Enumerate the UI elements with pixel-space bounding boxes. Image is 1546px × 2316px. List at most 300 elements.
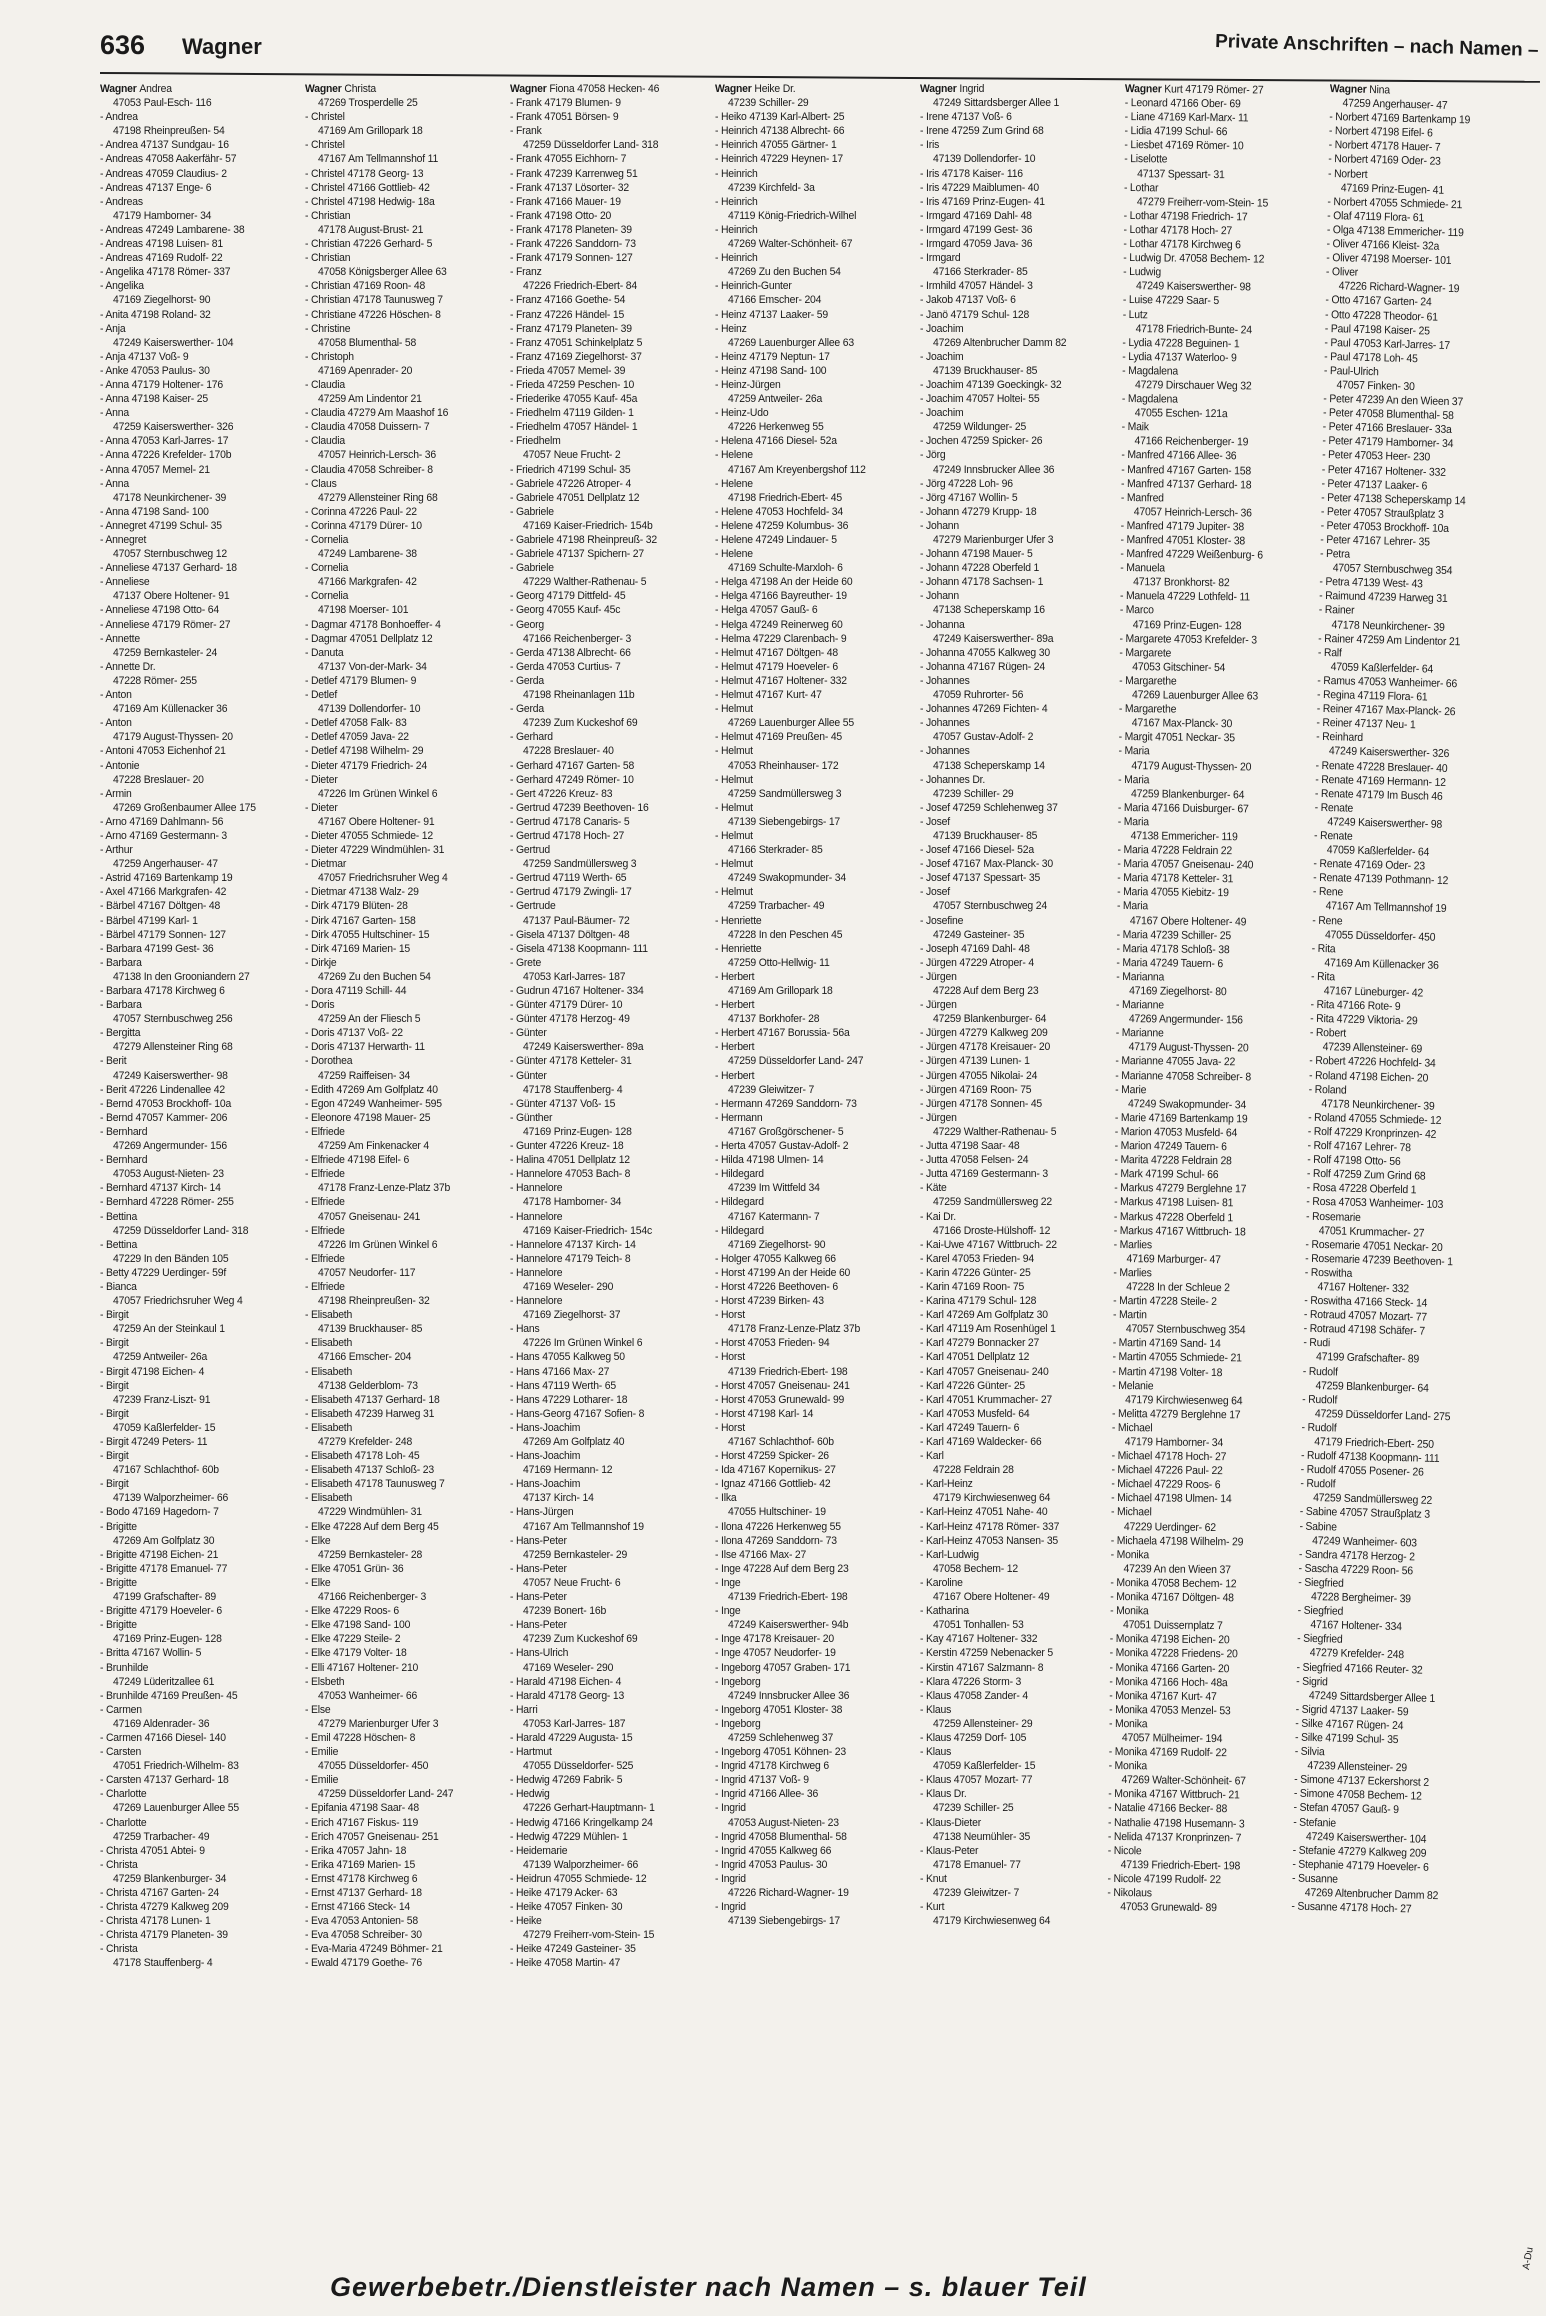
directory-entry: 47249 Swakopmunder- 34 — [728, 872, 846, 885]
directory-entry: - Lutz — [1122, 308, 1148, 321]
directory-entry: 47239 Kirchfeld- 3a — [728, 181, 815, 194]
directory-entry: - Monika — [1110, 1605, 1149, 1618]
directory-entry: - Ingrid 47053 Paulus- 30 — [715, 1858, 828, 1871]
directory-entry: - Helga 47198 An der Heide 60 — [715, 576, 853, 589]
directory-entry: - Karl 47053 Musfeld- 64 — [920, 1407, 1030, 1420]
directory-entry: - Eleonore 47198 Mauer- 25 — [305, 1111, 431, 1124]
directory-entry: 47199 Grafschafter- 89 — [1315, 1351, 1420, 1366]
directory-entry: 47259 Düsseldorfer Land- 275 — [1314, 1407, 1451, 1424]
directory-entry: 47057 Sternbuschweg 24 — [933, 900, 1047, 913]
directory-entry: - Johannes 47269 Fichten- 4 — [920, 703, 1048, 716]
directory-entry: 47166 Reichenberger- 3 — [318, 1591, 427, 1604]
directory-entry: - Angelika — [100, 280, 144, 293]
directory-entry: - Rosa 47228 Oberfeld 1 — [1306, 1182, 1417, 1197]
directory-entry: - Hans 47229 Lotharer- 18 — [510, 1393, 628, 1406]
directory-entry: 47259 Düsseldorfer Land- 318 — [113, 1224, 249, 1237]
directory-entry: - Renate — [1313, 829, 1353, 843]
directory-entry: - Siegfried — [1298, 1576, 1344, 1590]
column-heading-surname: Wagner — [715, 83, 755, 95]
directory-entry: - Inge — [715, 1576, 741, 1589]
directory-entry: - Elfriede — [305, 1125, 345, 1138]
directory-entry: - Elisabeth — [305, 1421, 353, 1434]
directory-entry: - Brigitte — [100, 1520, 137, 1533]
directory-entry: - Josef — [920, 886, 950, 899]
directory-entry: 47139 Bruckhauser- 85 — [933, 829, 1038, 842]
directory-entry: 47169 Am Küllenacker 36 — [113, 703, 228, 716]
directory-entry: - Lothar 47178 Hoch- 27 — [1123, 223, 1233, 238]
directory-entry: 47167 Großgörschener- 5 — [728, 1125, 844, 1138]
directory-entry: - Helena 47166 Diesel- 52a — [715, 435, 837, 448]
directory-entry: - Rainer — [1318, 604, 1355, 618]
directory-entry: - Arno 47169 Gestermann- 3 — [100, 829, 228, 842]
directory-entry: 47259 Schlehenweg 37 — [728, 1731, 834, 1744]
directory-entry: - Monika 47167 Wittbruch- 21 — [1108, 1788, 1240, 1802]
directory-entry: 47239 Franz-Liszt- 91 — [113, 1393, 211, 1406]
directory-entry: - Gabriele 47198 Rheinpreuß- 32 — [510, 534, 657, 546]
directory-entry: - Epifania 47198 Saar- 48 — [305, 1802, 419, 1815]
directory-entry: 47259 Allensteiner- 29 — [933, 1717, 1033, 1730]
directory-entry: 47057 Mülheimer- 194 — [1121, 1732, 1223, 1746]
directory-entry: - Ingeborg 47057 Graben- 171 — [715, 1661, 851, 1674]
column-heading-firstname: Andrea — [139, 83, 172, 95]
directory-entry: 47057 Friedrichsruher Weg 4 — [113, 1295, 243, 1308]
directory-entry: - Manfred 47229 Weißenburg- 6 — [1120, 548, 1263, 562]
directory-entry: - Olga 47138 Emmericher- 119 — [1326, 223, 1464, 240]
directory-entry: - Horst 47239 Birken- 43 — [715, 1295, 824, 1308]
directory-entry: - Rudolf — [1300, 1477, 1336, 1491]
directory-entry: - Marianne — [1115, 1027, 1164, 1040]
directory-entry: - Hedwig 47166 Kringelkamp 24 — [510, 1816, 653, 1829]
directory-entry: 47053 August-Nieten- 23 — [113, 1168, 224, 1181]
directory-entry: 47259 Otto-Hellwig- 11 — [728, 956, 830, 969]
directory-entry: - Claudia 47279 Am Maashof 16 — [305, 407, 449, 420]
directory-entry: - Elke 47051 Grün- 36 — [305, 1562, 404, 1575]
directory-entry: - Rudolf 47055 Posener- 26 — [1300, 1463, 1424, 1479]
directory-entry: - Elisabeth — [305, 1365, 353, 1378]
directory-entry: - Iris 47169 Prinz-Eugen- 41 — [920, 195, 1045, 208]
directory-entry: 47198 Rheinanlagen 11b — [523, 689, 635, 702]
directory-entry: - Monika 47167 Kurt- 47 — [1109, 1689, 1217, 1703]
directory-entry: 47198 Rheinpreußen- 32 — [318, 1295, 430, 1308]
directory-entry: 47053 Wanheimer- 66 — [318, 1689, 418, 1702]
directory-entry: 47167 Lüneburger- 42 — [1323, 985, 1424, 1000]
directory-entry: 47249 Innsbrucker Allee 36 — [728, 1689, 850, 1702]
directory-entry: - Helmut 47167 Kurt- 47 — [715, 689, 822, 702]
directory-entry: - Herta 47057 Gustav-Adolf- 2 — [715, 1140, 849, 1153]
directory-entry: - Monika — [1108, 1717, 1148, 1731]
directory-entry: 47179 Friedrich-Ebert- 250 — [1314, 1435, 1434, 1451]
directory-entry: - Christian 47226 Gerhard- 5 — [305, 238, 433, 251]
directory-entry: 47228 In der Schleue 2 — [1126, 1281, 1230, 1295]
directory-entry: - Heinrich — [715, 223, 758, 236]
directory-entry: 47259 Antweiler- 26a — [728, 393, 823, 406]
directory-entry: - Günter — [510, 1069, 547, 1082]
directory-entry: - Marion 47053 Musfeld- 64 — [1114, 1125, 1238, 1140]
directory-entry: - Liesbet 47169 Römer- 10 — [1124, 139, 1244, 153]
directory-entry: - Johanna — [920, 618, 965, 631]
directory-entry: - Bernhard — [100, 1125, 148, 1138]
directory-entry: 47178 Franz-Lenze-Platz 37b — [318, 1182, 451, 1195]
directory-entry: - Helmut 47167 Döltgen- 48 — [715, 646, 838, 659]
directory-entry: 47198 Friedrich-Ebert- 45 — [728, 491, 842, 504]
directory-entry: - Henriette — [715, 914, 762, 927]
directory-entry: 47239 Zum Kuckeshof 69 — [523, 1633, 638, 1646]
directory-entry: - Leonard 47166 Ober- 69 — [1124, 97, 1241, 111]
directory-entry: - Dagmar 47051 Dellplatz 12 — [305, 632, 433, 645]
directory-entry: - Brunhilde 47169 Preußen- 45 — [100, 1689, 238, 1702]
directory-entry: - Paul 47198 Kaiser- 25 — [1324, 322, 1430, 338]
directory-entry: - Birgit 47198 Eichen- 4 — [100, 1365, 205, 1378]
directory-entry: - Barbara 47178 Kirchweg 6 — [100, 985, 225, 997]
directory-entry: 47249 Gasteiner- 35 — [933, 928, 1025, 941]
directory-entry: 47259 Wildunger- 25 — [933, 421, 1027, 434]
directory-entry: 47279 Freiherr-vom-Stein- 15 — [1136, 195, 1269, 210]
directory-entry: - Mark 47199 Schul- 66 — [1114, 1168, 1219, 1182]
directory-entry: - Ingeborg — [715, 1717, 761, 1730]
directory-entry: - Dagmar 47178 Bonhoeffer- 4 — [305, 618, 441, 631]
directory-entry: 47167 Holtener- 332 — [1317, 1280, 1410, 1296]
directory-entry: - Heidrun 47055 Schmiede- 12 — [510, 1872, 647, 1885]
column-heading — [510, 82, 693, 96]
directory-entry: - Frieda 47057 Memel- 39 — [510, 364, 626, 377]
directory-entry: - Susanne 47178 Hoch- 27 — [1291, 1900, 1412, 1916]
directory-entry: 47139 Walporzheimer- 66 — [523, 1858, 639, 1871]
directory-entry: - Peter 47057 Straußplatz 3 — [1320, 505, 1444, 521]
directory-entry: 47057 Sternbuschweg 12 — [113, 548, 227, 561]
directory-entry: - Stefanie 47279 Kalkweg 209 — [1292, 1844, 1427, 1860]
directory-entry: - Joachim — [920, 407, 964, 420]
directory-entry: - Detlef 47059 Java- 22 — [305, 731, 409, 744]
directory-entry: - Anna 47179 Holtener- 176 — [100, 378, 224, 391]
directory-entry: - Gertrud 47119 Werth- 65 — [510, 872, 627, 885]
directory-entry: - Christoph — [305, 350, 354, 363]
directory-entry: 47269 Trosperdelle 25 — [318, 97, 418, 110]
directory-entry: - Frank 47179 Blumen- 9 — [510, 97, 621, 110]
directory-entry: 47259 Trarbacher- 49 — [728, 900, 825, 913]
directory-entry: 47169 Kaiser-Friedrich- 154c — [523, 1224, 652, 1237]
directory-entry: - Rudolf — [1302, 1393, 1338, 1407]
directory-entry: - Maria 47178 Ketteler- 31 — [1117, 872, 1234, 886]
directory-entry: 47059 Ruhrorter- 56 — [933, 689, 1024, 702]
directory-entry: - Inge — [715, 1605, 741, 1618]
directory-entry: - Klaus-Dieter — [920, 1816, 982, 1829]
directory-entry: - Harald 47229 Augusta- 15 — [510, 1731, 633, 1744]
directory-entry: - Elisabeth 47178 Loh- 45 — [305, 1450, 420, 1463]
directory-entry: - Kurt — [920, 1901, 945, 1914]
directory-entry: - Gertrud 47178 Canaris- 5 — [510, 815, 630, 828]
directory-entry: 47239 Bonert- 16b — [523, 1605, 607, 1618]
directory-entry: - Dirk 47167 Garten- 158 — [305, 914, 416, 927]
directory-entry: 47249 Swakopmunder- 34 — [1128, 1097, 1247, 1112]
directory-entry: - Ignaz 47166 Gottlieb- 42 — [715, 1478, 831, 1491]
page-running-name: Wagner — [182, 34, 262, 59]
directory-entry: - Dieter 47229 Windmühlen- 31 — [305, 844, 445, 857]
directory-entry: 47167 Schlachthof- 60b — [113, 1464, 219, 1477]
directory-entry: 47051 Krummacher- 27 — [1318, 1224, 1425, 1240]
directory-entry: - Natalie 47166 Becker- 88 — [1108, 1802, 1228, 1816]
directory-entry: - Edith 47269 Am Golfplatz 40 — [305, 1083, 438, 1096]
directory-entry: - Elke 47228 Auf dem Berg 45 — [305, 1520, 439, 1533]
directory-entry: - Jürgen 47229 Atroper- 4 — [920, 956, 1034, 969]
directory-entry: 47249 Kaiserswerther- 98 — [1135, 280, 1251, 294]
directory-entry: - Corinna 47226 Paul- 22 — [305, 505, 417, 518]
directory-entry: - Helmut — [715, 829, 753, 842]
directory-entry: - Frank 47239 Karrenweg 51 — [510, 167, 638, 180]
directory-entry: - Nathalie 47198 Husemann- 3 — [1107, 1816, 1245, 1830]
directory-entry: - Dirkje — [305, 956, 337, 969]
directory-entry: - Heinz 47137 Laaker- 59 — [715, 308, 828, 321]
directory-entry: - Gertrud 47179 Zwingli- 17 — [510, 886, 632, 899]
directory-entry: - Rainer 47259 Am Lindentor 21 — [1318, 632, 1461, 648]
directory-entry: - Ingrid 47055 Kalkweg 66 — [715, 1844, 832, 1857]
directory-entry: - Sabine — [1299, 1520, 1337, 1534]
directory-entry: 47137 Kirch- 14 — [523, 1492, 594, 1505]
directory-entry: 47057 Heinrich-Lersch- 36 — [1133, 505, 1252, 520]
directory-entry: 47249 Kaiserswerther- 104 — [1305, 1830, 1427, 1846]
directory-entry: - Berit — [100, 1055, 127, 1068]
directory-entry: - Frank — [510, 125, 542, 138]
directory-entry: - Dorothea — [305, 1055, 353, 1068]
directory-entry: - Heinrich 47055 Gärtner- 1 — [715, 139, 837, 152]
directory-entry: - Lidia 47199 Schul- 66 — [1124, 125, 1228, 139]
directory-entry: - Oliver 47198 Moerser- 101 — [1326, 252, 1452, 268]
directory-entry: - Peter 47053 Heer- 230 — [1321, 449, 1431, 464]
directory-entry: - Bernhard — [100, 1154, 148, 1167]
directory-entry: - Claudia 47058 Duissern- 7 — [305, 421, 430, 434]
directory-entry: - Irmgard — [920, 252, 961, 265]
directory-entry: - Christa 47279 Kalkweg 209 — [100, 1901, 229, 1914]
directory-entry: - Ralf — [1317, 646, 1342, 660]
directory-entry: - Joachim 47139 Goeckingk- 32 — [920, 378, 1062, 391]
directory-entry: - Kai-Uwe 47167 Wittbruch- 22 — [920, 1238, 1057, 1251]
directory-entry: - Peter 47239 An den Wieen 37 — [1323, 392, 1464, 409]
directory-entry: 47228 Feldrain 28 — [933, 1464, 1014, 1477]
directory-entry: 47229 Walther-Rathenau- 5 — [523, 576, 647, 589]
directory-entry: - Kerstin 47259 Nebenacker 5 — [920, 1647, 1054, 1660]
directory-entry: 47249 Lüderitzallee 61 — [113, 1675, 215, 1688]
directory-entry: - Carsten 47137 Gerhard- 18 — [100, 1774, 229, 1787]
column-heading — [920, 82, 1103, 96]
directory-entry: - Elisabeth — [305, 1492, 353, 1505]
directory-entry: - Bärbel 47199 Karl- 1 — [100, 914, 198, 927]
directory-entry: 47226 Richard-Wagner- 19 — [728, 1887, 849, 1899]
directory-entry: 47166 Droste-Hülshoff- 12 — [933, 1224, 1051, 1237]
directory-entry: - Jörg 47228 Loh- 96 — [920, 477, 1013, 490]
directory-entry: - Charlotte — [100, 1816, 147, 1829]
directory-entry: - Corinna 47179 Dürer- 10 — [305, 519, 422, 532]
directory-entry: - Eva 47053 Antonien- 58 — [305, 1915, 418, 1928]
directory-entry: 47226 Im Grünen Winkel 6 — [318, 787, 438, 800]
directory-entry: - Helmut 47169 Preußen- 45 — [715, 731, 843, 744]
directory-entry: - Dieter 47179 Friedrich- 24 — [305, 759, 428, 772]
directory-entry: - Heidemarie — [510, 1844, 568, 1857]
directory-entry: - Günter 47178 Ketteler- 31 — [510, 1055, 632, 1068]
directory-entry: - Manfred 47179 Jupiter- 38 — [1120, 519, 1245, 534]
directory-entry: 47259 Bernkasteler- 29 — [523, 1548, 628, 1561]
directory-entry: 47139 Bruckhauser- 85 — [933, 364, 1038, 377]
directory-entry: 47259 Sandmüllersweg 22 — [1313, 1492, 1433, 1508]
directory-entry: - Friederike 47055 Kauf- 45a — [510, 393, 638, 406]
directory-entry: - Martin 47198 Volter- 18 — [1112, 1365, 1223, 1379]
directory-entry: - Ingrid 47058 Blumenthal- 58 — [715, 1830, 847, 1843]
directory-entry: - Bernd 47053 Brockhoff- 10a — [100, 1097, 232, 1110]
directory-entry: - Oliver 47166 Kleist- 32a — [1326, 237, 1440, 253]
directory-entry: - Renate — [1314, 801, 1354, 815]
directory-entry: 47249 Sittardsberger Allee 1 — [933, 97, 1060, 110]
directory-entry: - Elfriede — [305, 1196, 345, 1209]
directory-entry: - Carmen — [100, 1703, 142, 1716]
directory-entry: - Heinz — [715, 322, 747, 335]
directory-entry: - Manfred 47166 Allee- 36 — [1121, 449, 1237, 463]
directory-entry: - Marion 47249 Tauern- 6 — [1114, 1139, 1227, 1154]
directory-entry: - Eva-Maria 47249 Böhmer- 21 — [305, 1943, 443, 1956]
directory-entry: 47259 Am Lindentor 21 — [318, 393, 422, 406]
directory-entry: - Rene — [1312, 886, 1344, 899]
directory-entry: 47139 Siebengebirgs- 17 — [728, 1915, 841, 1928]
directory-entry: - Franz 47051 Schinkelplatz 5 — [510, 336, 643, 349]
directory-entry: 47167 Obere Holtener- 49 — [933, 1591, 1050, 1604]
directory-entry: - Inge 47178 Kreisauer- 20 — [715, 1633, 834, 1646]
directory-entry: - Brigitte — [100, 1619, 137, 1632]
directory-entry: - Christel — [305, 111, 345, 124]
directory-entry: - Hannelore — [510, 1210, 563, 1223]
directory-entry: 47119 König-Friedrich-Wilhel — [728, 209, 857, 222]
directory-entry: - Marie 47169 Bartenkamp 19 — [1114, 1111, 1248, 1126]
directory-entry: - Christa — [100, 1943, 138, 1956]
directory-entry: - Iris 47229 Maiblumen- 40 — [920, 181, 1039, 194]
directory-entry: 47178 Emanuel- 77 — [933, 1858, 1021, 1871]
directory-entry: 47229 Windmühlen- 31 — [318, 1506, 422, 1519]
directory-entry: - Irene 47259 Zum Grind 68 — [920, 125, 1044, 138]
directory-entry: - Bärbel 47179 Sonnen- 127 — [100, 928, 226, 941]
directory-entry: - Rosa 47053 Wanheimer- 103 — [1306, 1196, 1444, 1212]
directory-entry: - Siegfried — [1297, 1604, 1344, 1618]
directory-entry: - Roland 47198 Eichen- 20 — [1308, 1069, 1429, 1085]
directory-entry: - Joachim — [920, 322, 964, 335]
directory-entry: 47259 An der Steinkaul 1 — [113, 1323, 225, 1336]
directory-entry: - Bodo 47169 Hagedorn- 7 — [100, 1506, 219, 1519]
directory-entry: 47167 Am Kreyenbergshof 112 — [728, 463, 866, 476]
directory-entry: - Georg — [510, 618, 544, 631]
directory-entry: - Peter 47179 Hamborner- 34 — [1322, 435, 1454, 451]
directory-entry: - Norbert 47169 Oder- 23 — [1328, 153, 1441, 169]
directory-entry: 47226 Im Grünen Winkel 6 — [523, 1337, 643, 1350]
directory-entry: - Helmut 47179 Hoeveler- 6 — [715, 660, 838, 673]
directory-entry: 47167 Am Tellmannshof 11 — [318, 153, 439, 166]
directory-entry: - Norbert 47178 Hauer- 7 — [1328, 139, 1441, 155]
directory-entry: 47249 Kaiserswerther- 98 — [1327, 816, 1443, 831]
directory-entry: - Friedrich 47199 Schul- 35 — [510, 463, 631, 476]
directory-entry: 47259 Sandmüllersweg 3 — [728, 787, 842, 800]
directory-entry: - Herbert — [715, 999, 755, 1012]
directory-entry: - Heinz 47198 Sand- 100 — [715, 364, 827, 377]
directory-entry: - Peter 47058 Blumenthal- 58 — [1322, 407, 1454, 423]
directory-entry: 47166 Emscher- 204 — [318, 1351, 412, 1364]
directory-entry: 47051 Friedrich-Wilhelm- 83 — [113, 1760, 239, 1773]
directory-entry: - Anneliese 47198 Otto- 64 — [100, 604, 219, 617]
directory-entry: - Heinz 47179 Neptun- 17 — [715, 350, 830, 363]
directory-entry: - Angelika 47178 Römer- 337 — [100, 266, 231, 279]
directory-entry: - Hartmut — [510, 1746, 552, 1759]
directory-entry: - Markus 47228 Oberfeld 1 — [1113, 1210, 1234, 1224]
directory-entry: - Lothar 47178 Kirchweg 6 — [1123, 238, 1241, 252]
directory-entry: - Magdalena — [1121, 393, 1178, 406]
directory-entry: - Ingrid — [715, 1872, 746, 1885]
listing-column — [100, 82, 283, 2267]
directory-entry: - Rotraud 47057 Mozart- 77 — [1303, 1308, 1428, 1324]
directory-entry: - Irene 47137 Voß- 6 — [920, 111, 1012, 124]
directory-entry: - Erich 47167 Fiskus- 119 — [305, 1816, 419, 1829]
directory-entry: - Horst 47199 An der Heide 60 — [715, 1266, 851, 1279]
directory-entry: - Anita 47198 Roland- 32 — [100, 308, 211, 321]
directory-entry: - Horst — [715, 1309, 745, 1322]
directory-entry: - Gerda — [510, 703, 544, 716]
directory-entry: - Hannelore 47053 Bach- 8 — [510, 1168, 631, 1181]
directory-entry: - Astrid 47169 Bartenkamp 19 — [100, 872, 233, 885]
directory-entry: 47166 Sterkrader- 85 — [728, 844, 823, 857]
directory-entry: 47279 Krefelder- 248 — [318, 1436, 413, 1448]
directory-entry: - Anton — [100, 689, 132, 702]
directory-entry: - Helmut — [715, 858, 753, 871]
directory-entry: - Ernst 47178 Kirchweg 6 — [305, 1872, 418, 1885]
column-heading-surname: Wagner — [100, 83, 140, 95]
directory-entry: - Friedhelm 47057 Händel- 1 — [510, 421, 638, 434]
directory-entry: 47178 Friedrich-Bunte- 24 — [1135, 322, 1252, 337]
directory-entry: - Renate 47169 Hermann- 12 — [1315, 773, 1446, 789]
directory-entry: 47053 Rheinhauser- 172 — [728, 759, 839, 772]
directory-entry: 47249 Kaiserswerther- 98 — [113, 1069, 228, 1082]
directory-entry: - Dirk 47169 Marien- 15 — [305, 942, 411, 955]
directory-entry: - Regina 47119 Flora- 61 — [1316, 688, 1428, 704]
corner-mark: A-Du — [1521, 2246, 1536, 2271]
directory-entry: 47239 Schiller- 25 — [933, 1802, 1014, 1815]
directory-entry: 47279 Marienburger Ufer 3 — [933, 534, 1054, 546]
directory-entry: - Georg 47055 Kauf- 45c — [510, 604, 621, 617]
directory-entry: 47166 Markgrafen- 42 — [318, 576, 417, 589]
directory-entry: - Grete — [510, 956, 542, 969]
directory-entry: - Reiner 47167 Max-Planck- 26 — [1316, 702, 1456, 719]
directory-entry: - Hans — [510, 1323, 540, 1336]
directory-entry: - Annette Dr. — [100, 660, 156, 673]
directory-entry: - Birgit — [100, 1478, 129, 1491]
directory-entry: - Nelida 47137 Kronprinzen- 7 — [1107, 1830, 1242, 1845]
directory-entry: 47228 Bergheimer- 39 — [1310, 1590, 1411, 1606]
directory-entry: - Roswitha 47166 Steck- 14 — [1304, 1294, 1428, 1310]
directory-entry: 47269 Lauenburger Allee 63 — [1131, 689, 1259, 703]
directory-entry: - Günter 47179 Dürer- 10 — [510, 999, 623, 1012]
directory-entry: 47169 Am Grillopark 18 — [728, 985, 833, 997]
directory-entry: 47179 Kirchwiesenweg 64 — [1125, 1393, 1243, 1408]
directory-entry: 47249 Kaiserswerther- 104 — [113, 336, 234, 349]
directory-entry: 47169 Marburger- 47 — [1126, 1252, 1221, 1266]
directory-entry: - Horst 47053 Frieden- 94 — [715, 1337, 830, 1350]
directory-entry: 47279 Allensteiner Ring 68 — [113, 1041, 233, 1054]
directory-entry: - Karina 47179 Schul- 128 — [920, 1295, 1037, 1308]
directory-entry: 47259 Bernkasteler- 28 — [318, 1548, 423, 1561]
directory-entry: - Karl-Heinz 47051 Nahe- 40 — [920, 1506, 1048, 1519]
directory-entry: 47169 Weseler- 290 — [523, 1661, 614, 1674]
directory-entry: - Luise 47229 Saar- 5 — [1122, 294, 1220, 308]
directory-entry: 47179 Hamborner- 34 — [113, 209, 212, 222]
directory-entry: - Hans-Jürgen — [510, 1506, 574, 1519]
directory-entry: - Jürgen 47279 Kalkweg 209 — [920, 1027, 1048, 1040]
directory-entry: - Monika 47228 Friedens- 20 — [1109, 1647, 1238, 1661]
directory-entry: - Helga 47249 Reinerweg 60 — [715, 618, 843, 631]
directory-entry: 47169 Schulte-Marxloh- 6 — [728, 562, 843, 575]
directory-entry: 47279 Allensteiner Ring 68 — [318, 491, 438, 504]
directory-entry: - Lothar — [1123, 181, 1159, 195]
directory-entry: - Josef 47259 Schlehenweg 37 — [920, 801, 1058, 814]
